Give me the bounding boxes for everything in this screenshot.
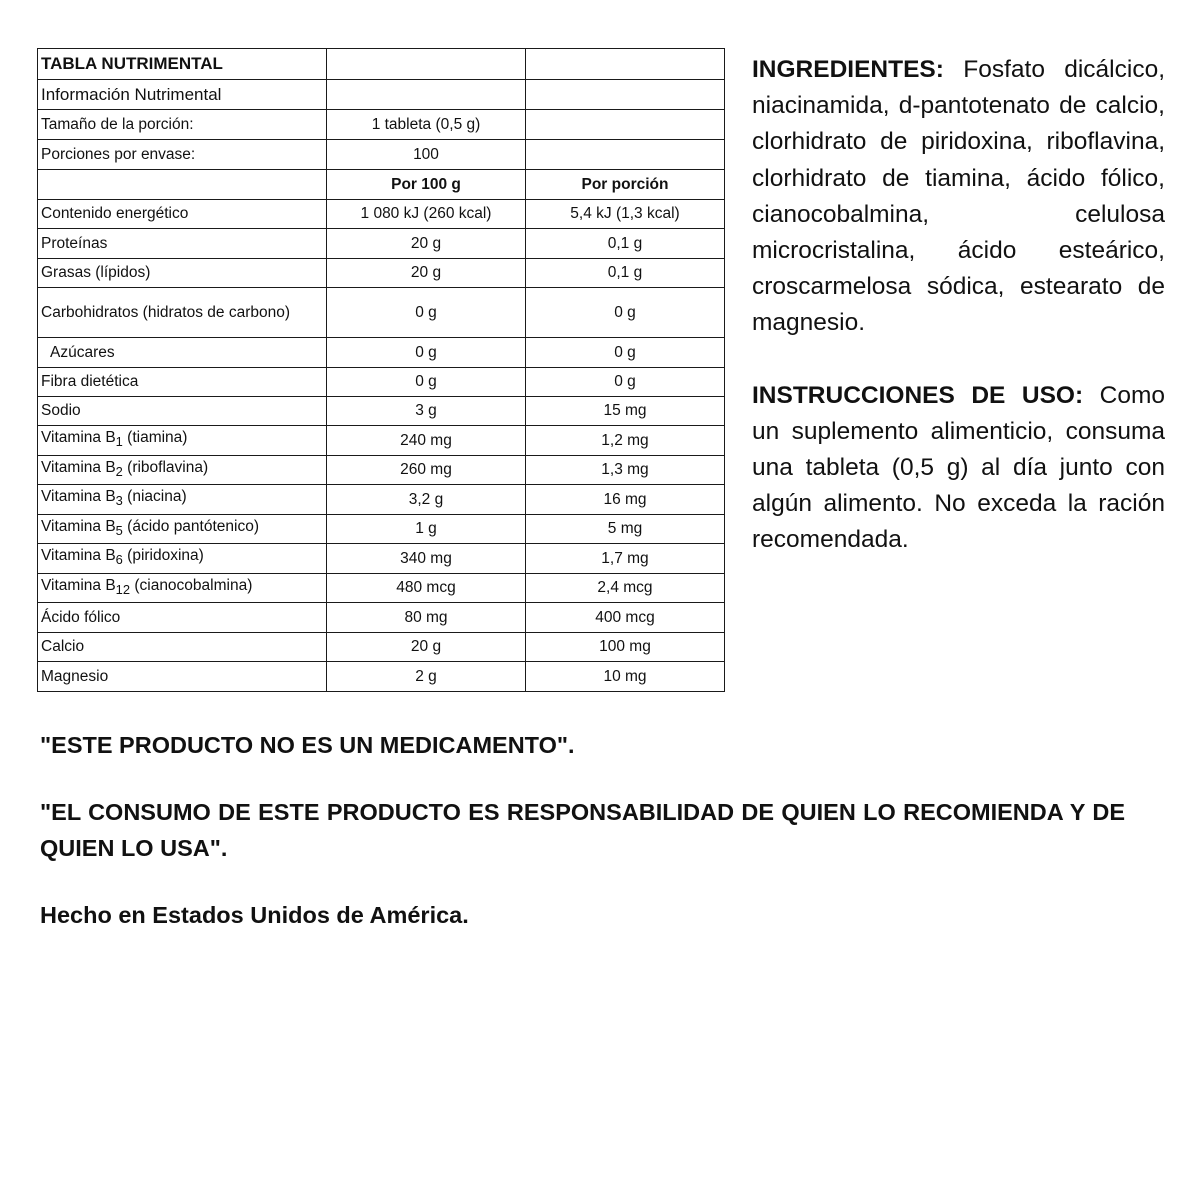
nutrient-per100: 1 g: [327, 515, 526, 544]
table-row: [38, 574, 725, 603]
column-header-row: [38, 170, 725, 200]
table-row: [38, 259, 725, 288]
nutrient-name: Ácido fólico: [38, 603, 327, 633]
table-row: [38, 662, 725, 692]
empty-cell: [327, 80, 526, 110]
nutrient-per100: 0 g: [327, 338, 526, 368]
nutrient-per100: 20 g: [327, 633, 526, 662]
nutrient-per100: 20 g: [327, 259, 526, 288]
nutrient-name: Contenido energético: [38, 200, 327, 229]
table-row: [38, 368, 725, 397]
table-row: [38, 397, 725, 426]
empty-cell: [327, 49, 526, 80]
legal-notices: [40, 727, 1125, 933]
nutrient-per100: 0 g: [327, 368, 526, 397]
info-label: Información Nutrimental: [38, 80, 327, 110]
col-header-per100: Por 100 g: [327, 170, 526, 200]
col-header-perserving: Por porción: [526, 170, 725, 200]
servings-value: 100: [327, 140, 526, 170]
table-row: [38, 229, 725, 259]
nutrient-perserving: 100 mg: [526, 633, 725, 662]
nutrient-per100: 0 g: [327, 288, 526, 338]
empty-cell: [526, 49, 725, 80]
nutrient-perserving: 1,2 mg: [526, 426, 725, 456]
nutrient-name: Carbohidratos (hidratos de carbono): [38, 288, 327, 338]
nutrient-perserving: 0,1 g: [526, 229, 725, 259]
nutrient-perserving: 15 mg: [526, 397, 725, 426]
nutrient-name: Fibra dietética: [38, 368, 327, 397]
nutrient-perserving: 2,4 mcg: [526, 574, 725, 603]
nutrient-name: Magnesio: [38, 662, 327, 692]
empty-cell: [526, 140, 725, 170]
table-row: [38, 544, 725, 574]
serving-size-row: [38, 110, 725, 140]
empty-cell: [526, 80, 725, 110]
table-row: [38, 426, 725, 456]
empty-cell: [526, 110, 725, 140]
nutrient-per100: 240 mg: [327, 426, 526, 456]
table-row: [38, 515, 725, 544]
ingredients-paragraph: [752, 52, 1165, 342]
nutrient-perserving: 0 g: [526, 288, 725, 338]
nutrient-name: Calcio: [38, 633, 327, 662]
instructions-paragraph: [752, 378, 1165, 559]
nutrient-name: Vitamina $B_2$ (riboflavina): [38, 456, 327, 485]
servings-label: Porciones por envase:: [38, 140, 327, 170]
origin-statement: Hecho en Estados Unidos de América.: [40, 902, 469, 928]
nutrient-perserving: 1,3 mg: [526, 456, 725, 485]
nutrient-name: Proteínas: [38, 229, 327, 259]
nutrient-perserving: 0 g: [526, 368, 725, 397]
nutrient-perserving: 0,1 g: [526, 259, 725, 288]
nutrient-perserving: 0 g: [526, 338, 725, 368]
table-title: TABLA NUTRIMENTAL: [38, 49, 327, 80]
nutrient-per100: 20 g: [327, 229, 526, 259]
table-row: [38, 633, 725, 662]
not-medicine-warning: "ESTE PRODUCTO NO ES UN MEDICAMENTO".: [40, 732, 575, 758]
nutrient-name: Azúcares: [38, 338, 327, 368]
table-row: [38, 288, 725, 338]
servings-row: [38, 140, 725, 170]
nutrient-name: Vitamina $B_3$ (niacina): [38, 485, 327, 515]
nutrient-perserving: 5 mg: [526, 515, 725, 544]
nutrient-perserving: 5,4 kJ (1,3 kcal): [526, 200, 725, 229]
serving-size-label: Tamaño de la porción:: [38, 110, 327, 140]
instructions-text: Como un suplemento alimenticio, consuma una tableta (0,5 g) al día junto con algún alimento. No exceda la ración recomendada.: [752, 381, 1165, 554]
nutrient-name: Vitamina $B_6$ (piridoxina): [38, 544, 327, 574]
nutrient-per100: 2 g: [327, 662, 526, 692]
nutrient-name: Vitamina $B_{12}$ (cianocobalmina): [38, 574, 327, 603]
table-row: [38, 603, 725, 633]
nutrient-per100: 3 g: [327, 397, 526, 426]
responsibility-warning: "EL CONSUMO DE ESTE PRODUCTO ES RESPONSABILIDAD DE QUIEN LO RECOMIENDA Y DE QUIEN LO USA".: [40, 799, 1125, 861]
ingredients-label: INGREDIENTES:: [752, 56, 944, 83]
table-row: [38, 200, 725, 229]
table-row: [38, 338, 725, 368]
nutrient-per100: 3,2 g: [327, 485, 526, 515]
nutrient-name: Sodio: [38, 397, 327, 426]
nutrient-per100: 1 080 kJ (260 kcal): [327, 200, 526, 229]
nutrient-perserving: 400 mcg: [526, 603, 725, 633]
serving-size-value: 1 tableta (0,5 g): [327, 110, 526, 140]
nutrient-name: Vitamina $B_1$ (tiamina): [38, 426, 327, 456]
ingredients-instructions-panel: [752, 52, 1165, 559]
empty-cell: [38, 170, 327, 200]
table-row: [38, 485, 725, 515]
nutrition-table: [37, 48, 725, 692]
nutrient-per100: 260 mg: [327, 456, 526, 485]
nutrient-name: Grasas (lípidos): [38, 259, 327, 288]
table-title-row: [38, 49, 725, 80]
nutrient-perserving: 10 mg: [526, 662, 725, 692]
table-info-row: [38, 80, 725, 110]
nutrient-perserving: 16 mg: [526, 485, 725, 515]
nutrient-per100: 80 mg: [327, 603, 526, 633]
nutrient-perserving: 1,7 mg: [526, 544, 725, 574]
instructions-label: INSTRUCCIONES DE USO:: [752, 381, 1084, 409]
table-row: [38, 456, 725, 485]
nutrient-name: Vitamina $B_5$ (ácido pantótenico): [38, 515, 327, 544]
ingredients-text: Fosfato dicálcico, niacinamida, d-pantotenato de calcio, clorhidrato de piridoxina, riboflavina, clorhidrato de tiamina, ácido fólico, cianocobalmina, celulosa microcristalina, ácido esteárico, croscarmelosa sódica, estearato de magnesio.: [752, 56, 1165, 337]
nutrient-per100: 480 mcg: [327, 574, 526, 603]
nutrient-per100: 340 mg: [327, 544, 526, 574]
